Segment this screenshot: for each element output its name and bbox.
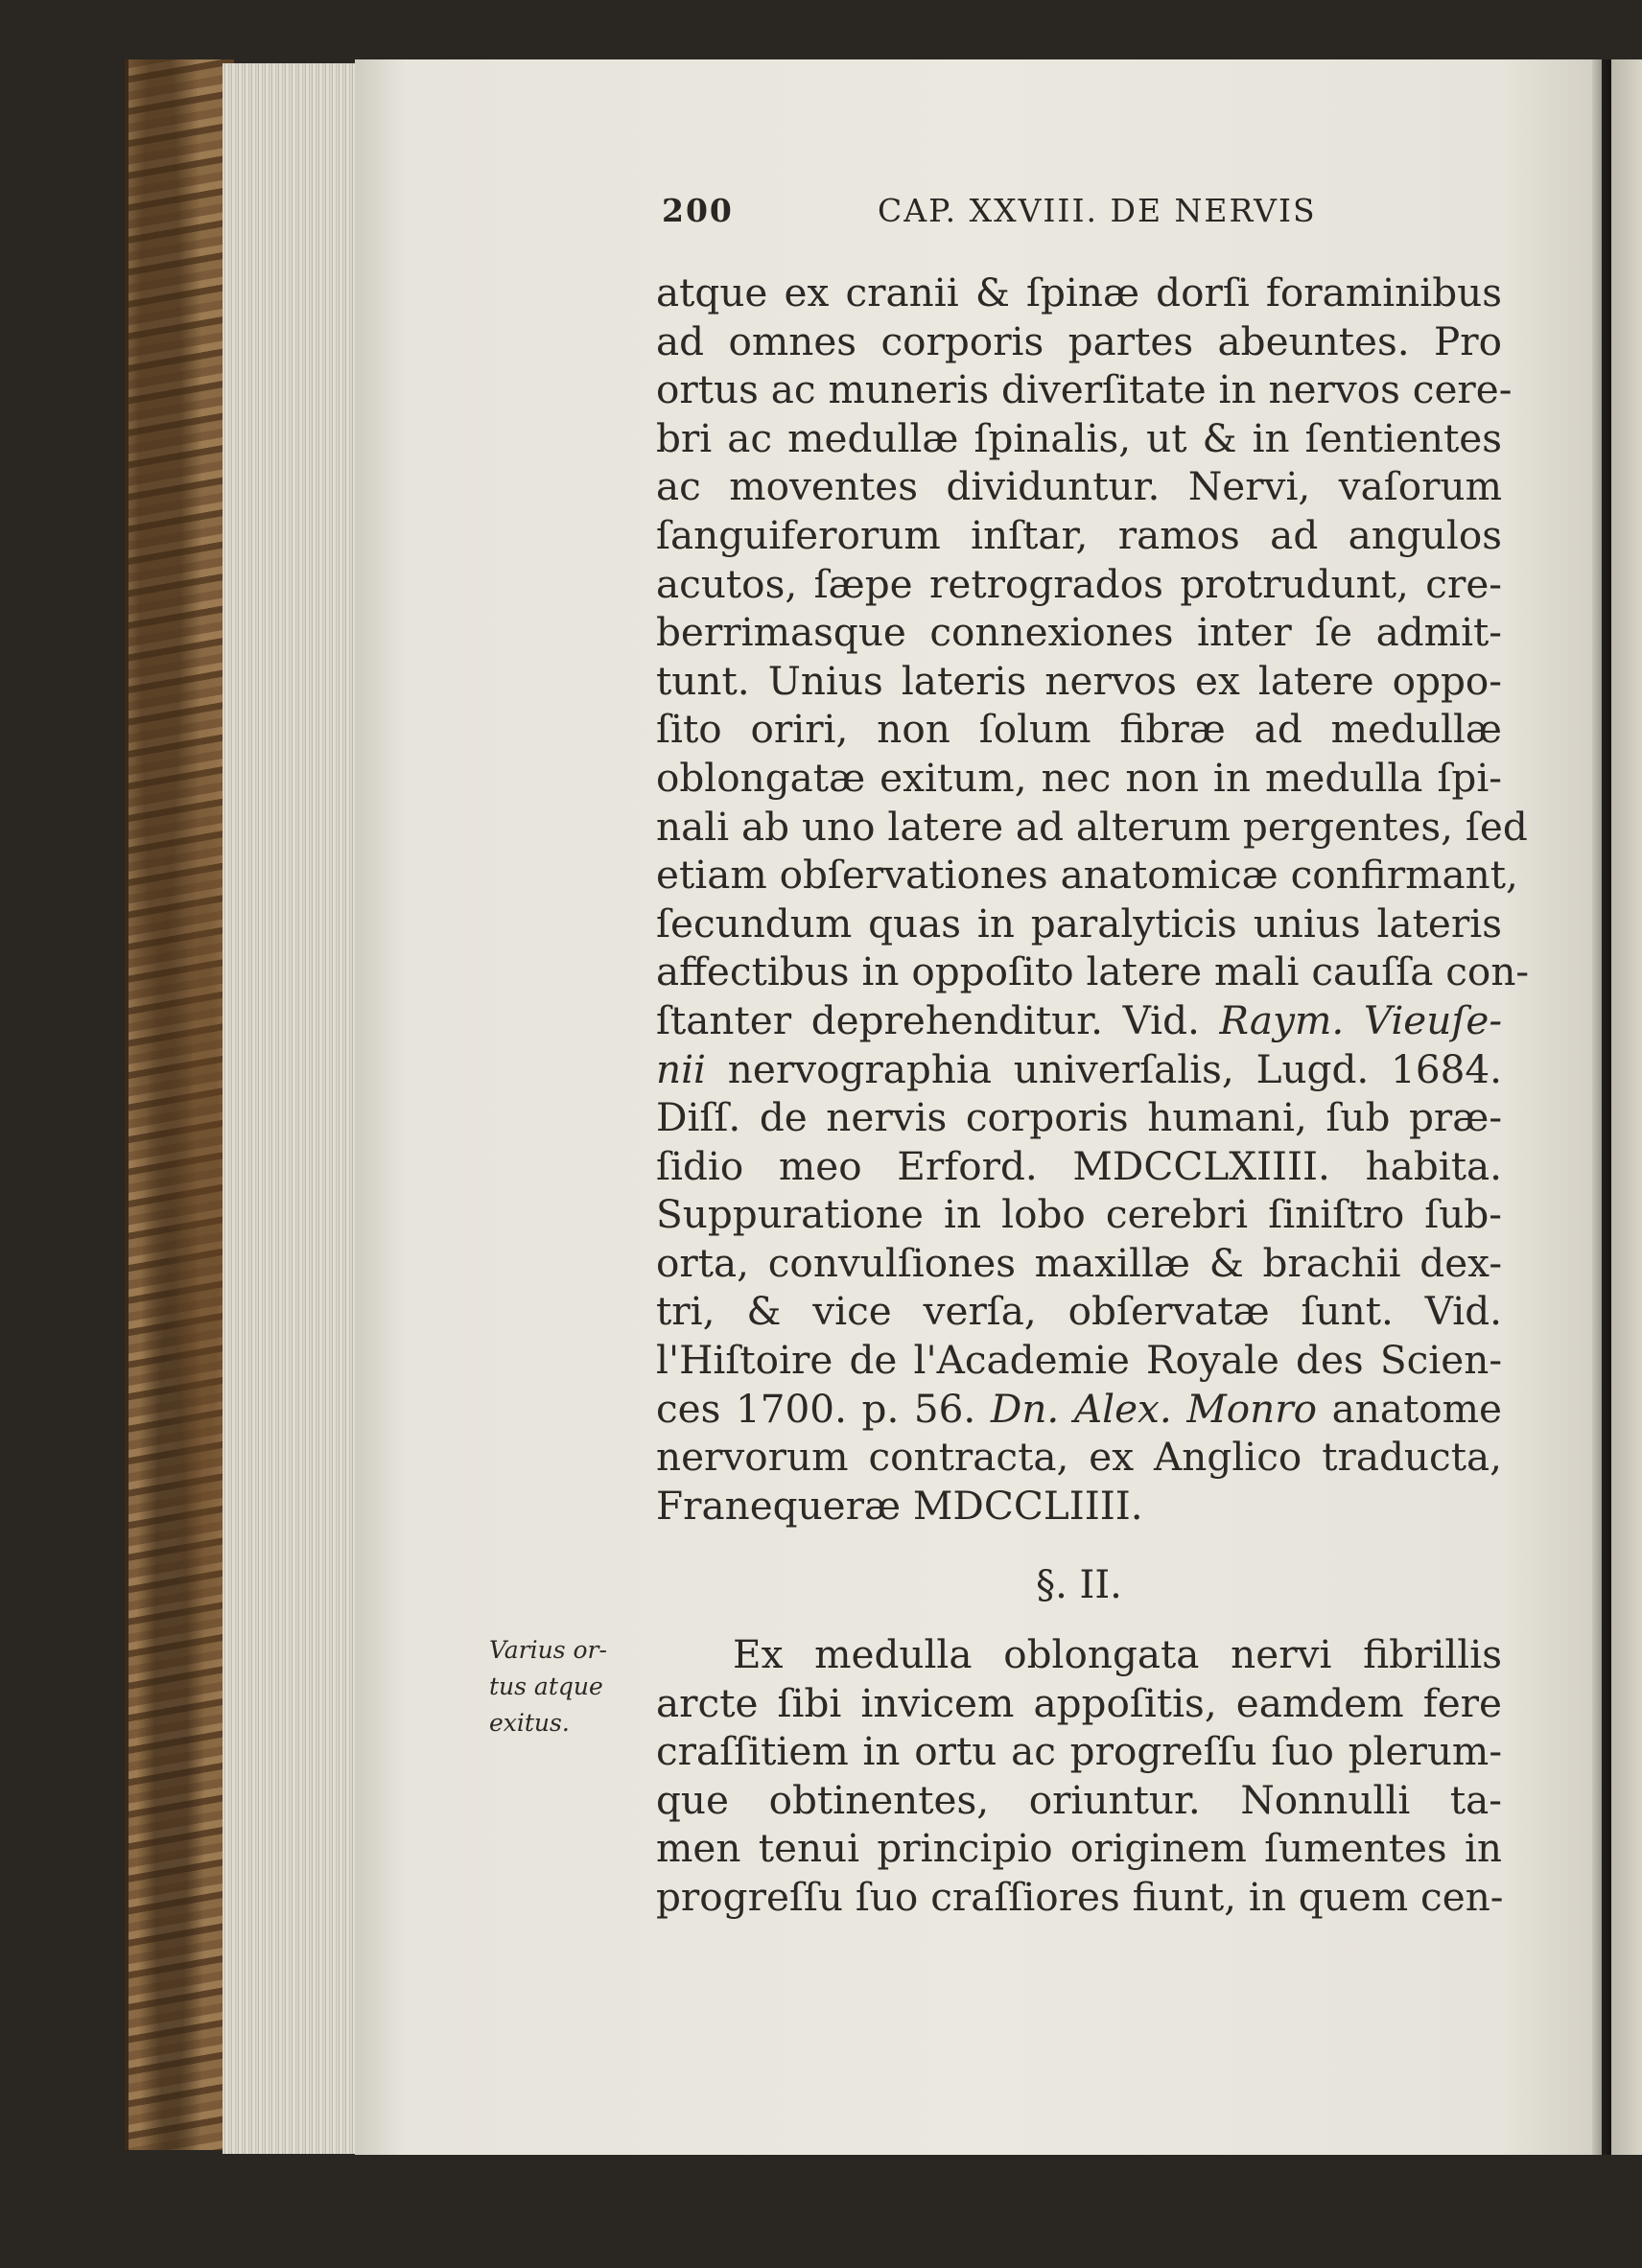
text-line: ſecundum quas in paralyticis unius lateris (656, 900, 1502, 947)
paragraph-2 (656, 1630, 1502, 1922)
text-line: Franequeræ MDCCLIIII. (656, 1482, 1143, 1529)
text-line: tunt. Unius lateris nervos ex latere oppo- (656, 657, 1502, 704)
page-edges (223, 63, 358, 2154)
text-line: orta, convulſiones maxillæ & brachii dex- (656, 1239, 1502, 1286)
text-line: nervorum contracta, ex Anglico traducta, (656, 1434, 1502, 1481)
text-line: ad omnes corporis partes abeuntes. Pro (656, 317, 1502, 364)
text-line: tri, & vice verſa, obſervatæ ſunt. Vid. (656, 1288, 1502, 1335)
text-line: affectibus in oppoſito latere mali cauſſa con- (656, 948, 1530, 995)
italic-reference: Raym. Vieuſe- (1219, 996, 1503, 1043)
text-segment: anatome (1331, 1385, 1502, 1432)
text-line: que obtinentes, oriuntur. Nonnulli ta- (656, 1776, 1502, 1823)
running-head (662, 192, 1333, 240)
marginal-note-line: tus atque (489, 1672, 603, 1700)
italic-reference: nii (656, 1045, 706, 1092)
marginal-note (489, 1632, 623, 1742)
text-line: nali ab uno latere ad alterum pergentes, ſed (656, 803, 1528, 850)
chapter-title: CAP. XXVIII. DE NERVIS (878, 192, 1317, 229)
text-line (656, 1045, 1502, 1094)
text-line (656, 996, 1502, 1045)
text-line: Ex medulla oblongata nervi fibrillis (733, 1631, 1502, 1677)
text-line: berrimasque connexiones inter ſe admit- (656, 609, 1502, 656)
text-segment: nervographia univerſalis, Lugd. 1684. (727, 1045, 1502, 1092)
text-line: men tenui principio originem ſumentes in (656, 1825, 1502, 1872)
text-line: arcte ſibi invicem appoſitis, eamdem fere (656, 1679, 1502, 1726)
marginal-note-line: Varius or- (489, 1636, 607, 1664)
text-line: oblongatæ exitum, nec non in medulla ſpi- (656, 754, 1502, 801)
paragraph-1 (656, 269, 1530, 1530)
text-line: acutos, ſæpe retrogrados protrudunt, cre- (656, 560, 1502, 607)
section-heading: §. II. (1036, 1563, 1122, 1607)
gutter-shadow (1592, 59, 1611, 2155)
text-line: etiam obſervationes anatomicæ confirmant, (656, 852, 1518, 899)
text-line: craſſitiem in ortu ac progreſſu ſuo plerum- (656, 1728, 1502, 1775)
text-line: ſanguiferorum inſtar, ramos ad angulos (656, 511, 1502, 558)
text-line: l'Hiſtoire de l'Academie Royale des Scien- (656, 1337, 1502, 1384)
facing-page-edge (1611, 59, 1642, 2155)
text-line: Diſſ. de nervis corporis humani, ſub præ- (656, 1094, 1502, 1141)
text-line (656, 1385, 1502, 1434)
italic-reference: Dn. Alex. Monro (990, 1385, 1318, 1432)
book-cover-board (125, 59, 234, 2150)
text-line: atque ex cranii & ſpinæ dorſi foraminibus (656, 269, 1502, 316)
text-line: bri ac medullæ ſpinalis, ut & in ſentientes (656, 414, 1502, 461)
text-segment: ces 1700. p. 56. (656, 1385, 976, 1432)
text-line: ſito oriri, non ſolum fibræ ad medullæ (656, 706, 1502, 753)
text-line: ac moventes dividuntur. Nervi, vaſorum (656, 463, 1502, 510)
page-number: 200 (662, 192, 734, 229)
text-line: progreſſu ſuo craſſiores fiunt, in quem cen- (656, 1873, 1504, 1920)
marginal-note-line: exitus. (489, 1709, 570, 1737)
text-line: Suppuratione in lobo cerebri ſiniſtro ſub- (656, 1191, 1502, 1238)
text-segment: ſtanter deprehenditur. Vid. (656, 996, 1200, 1043)
text-line: ſidio meo Erford. MDCCLXIIII. habita. (656, 1142, 1502, 1189)
text-line: ortus ac muneris diverſitate in nervos cere- (656, 366, 1513, 413)
